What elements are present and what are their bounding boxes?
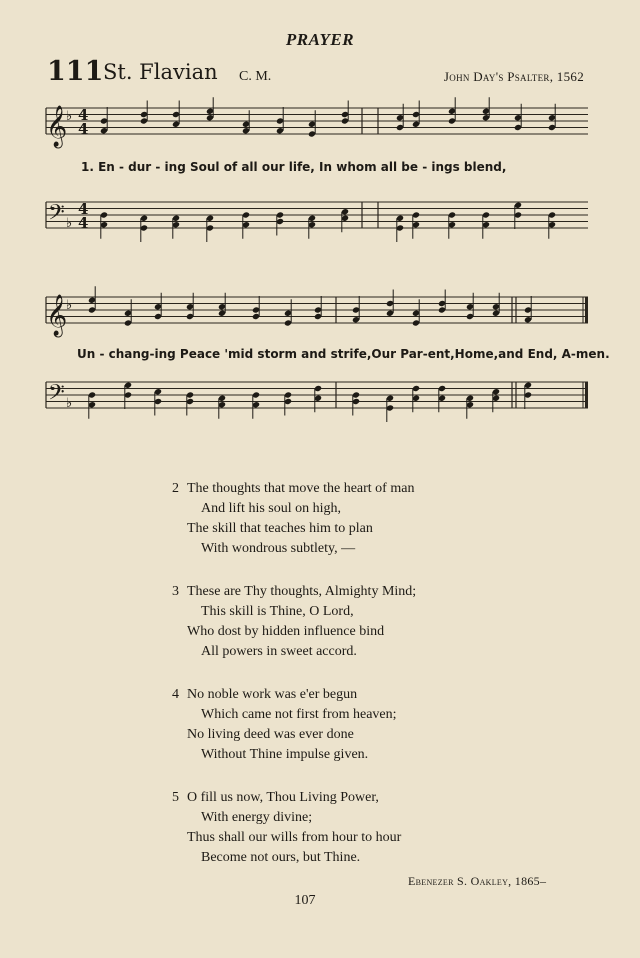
- author-credit: Ebenezer S. Oakley, 1865–: [408, 874, 547, 888]
- verse-line: Thus shall our wills from hour to hour: [187, 830, 402, 845]
- bass-clef-icon: 𝄢: [48, 200, 65, 231]
- verse-line: Become not ours, but Thine.: [201, 850, 361, 865]
- verse-line: Who dost by hidden influence bind: [187, 624, 385, 639]
- verse-line: With wondrous subtlety, —: [201, 541, 356, 556]
- lyric-line-2: Un - chang-ing Peace 'mid storm and strife,Our Par-ent,Home,and End, A-men.: [77, 347, 610, 361]
- meter: C. M.: [239, 69, 272, 84]
- verse-line: This skill is Thine, O Lord,: [201, 604, 354, 619]
- bass-staff-1: [40, 184, 600, 244]
- verse-line: Without Thine impulse given.: [201, 747, 369, 762]
- section-heading: PRAYER: [285, 30, 355, 49]
- verse-line: The thoughts that move the heart of man: [187, 481, 415, 496]
- bass-staff-2: [40, 370, 600, 430]
- treble-clef-icon: 𝄞: [46, 295, 68, 336]
- tune-source: John Day's Psalter, 1562: [443, 69, 584, 84]
- tune-name: St. Flavian: [103, 60, 218, 84]
- verse-line: O fill us now, Thou Living Power,: [187, 790, 379, 805]
- verse-line: Which came not first from heaven;: [201, 707, 397, 722]
- verse-line: All powers in sweet accord.: [201, 644, 357, 659]
- verse-line: With energy divine;: [201, 810, 313, 825]
- time-signature-bottom: 4: [78, 120, 89, 138]
- flat-icon: ♭: [66, 216, 73, 231]
- time-signature-bottom: 4: [78, 214, 89, 232]
- flat-icon: ♭: [66, 396, 73, 411]
- flat-icon: ♭: [66, 109, 73, 124]
- hymn-number: 111: [47, 56, 104, 87]
- verse-line: The skill that teaches him to plan: [187, 521, 373, 536]
- final-bar-thick: [585, 297, 588, 323]
- verse-line: And lift his soul on high,: [201, 501, 342, 516]
- verse-line: These are Thy thoughts, Almighty Mind;: [187, 584, 417, 599]
- verse-line: No living deed was ever done: [187, 727, 354, 742]
- page-number: 107: [294, 893, 316, 908]
- bass-clef-icon: 𝄢: [48, 380, 65, 411]
- time-signature-top: 4: [78, 106, 89, 124]
- treble-staff-2: [40, 285, 600, 345]
- verse-line: No noble work was e'er begun: [187, 687, 358, 702]
- verse-number: 3: [172, 584, 179, 599]
- flat-icon: ♭: [66, 298, 73, 313]
- verse-number: 2: [172, 481, 179, 496]
- verse-number: 4: [172, 687, 179, 702]
- time-signature-top: 4: [78, 200, 89, 218]
- treble-clef-icon: 𝄞: [46, 106, 68, 147]
- lyric-line-1: 1. En - dur - ing Soul of all our life, In whom all be - ings blend,: [81, 160, 507, 174]
- treble-staff-1: [40, 90, 600, 150]
- final-bar-thick: [585, 382, 588, 408]
- verse-number: 5: [172, 790, 179, 805]
